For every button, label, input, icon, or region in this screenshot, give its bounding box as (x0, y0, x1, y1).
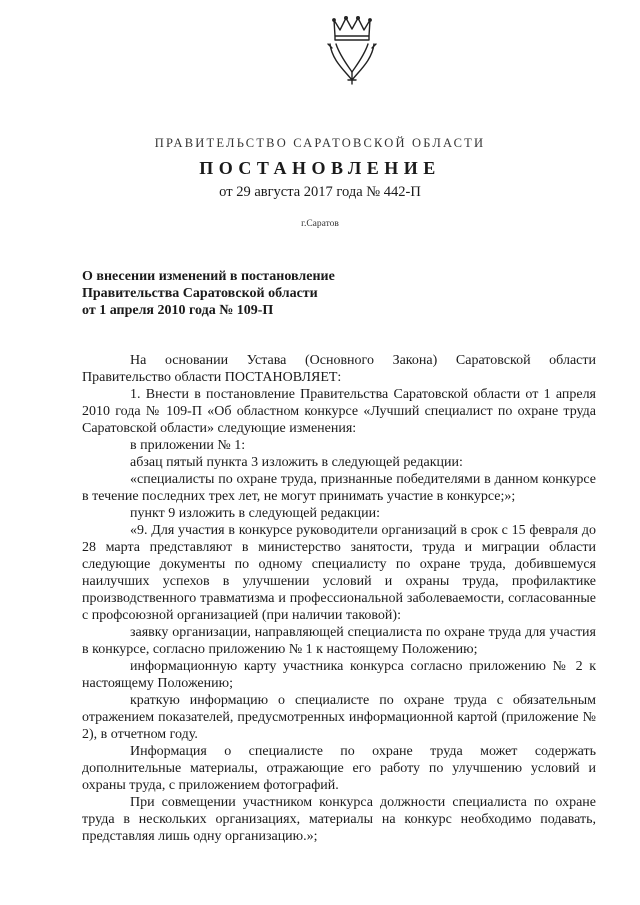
body-paragraph: При совмещении участником конкурса должности специалиста по охране труда в нескольких организациях, материалы на конкурс необходимо подавать, представляя лишь одну организацию.»; (82, 795, 596, 844)
subject-line: О внесении изменений в постановление (82, 269, 335, 284)
document-date-number: от 29 августа 2017 года № 442-П (219, 184, 421, 200)
body-paragraph: заявку организации, направляющей специалиста по охране труда для участия в конкурсе, согласно приложению № 1 к настоящему Положению; (82, 625, 596, 657)
body-paragraph: в приложении № 1: (130, 438, 246, 453)
subject-line: от 1 апреля 2010 года № 109-П (82, 303, 274, 318)
body-paragraph: пункт 9 изложить в следующей редакции: (130, 506, 380, 521)
city-name: г.Саратов (301, 219, 339, 229)
document-type-title: ПОСТАНОВЛЕНИЕ (199, 158, 441, 178)
body-paragraph: Информация о специалисте по охране труда может содержать дополнительные материалы, отражающие его работу по улучшению условий и охраны труда, с приложением фотографий. (82, 744, 596, 793)
body-paragraph: краткую информацию о специалисте по охране труда с обязательным отражением показателей, предусмотренных информационной картой (приложение № 2), в отчетном году. (82, 693, 596, 742)
body-paragraph: «9. Для участия в конкурсе руководители организаций в срок с 15 февраля до 28 марта представляют в министерство занятости, труда и миграции области следующие документы по одному специалисту по охране труда, добившемуся наилучших успехов в улучшении условий и охраны труда, профилактике производственного травматизма и профессиональной заболеваемости, согласованные с профсоюзной организацией (при наличии таковой): (82, 523, 596, 623)
body-paragraph: абзац пятый пункта 3 изложить в следующей редакции: (130, 455, 463, 470)
body-paragraph: информационную карту участника конкурса согласно приложению № 2 к настоящему Положению; (82, 659, 596, 691)
subject-line: Правительства Саратовской области (82, 286, 318, 301)
government-name: ПРАВИТЕЛЬСТВО САРАТОВСКОЙ ОБЛАСТИ (154, 136, 486, 150)
body-paragraph: На основании Устава (Основного Закона) Саратовской области Правительство области ПОСТАНОВЛЯЕТ: (82, 353, 596, 385)
document-subject (82, 268, 335, 319)
document-body (82, 352, 596, 845)
coat-of-arms-emblem (322, 14, 382, 86)
body-paragraph: 1. Внести в постановление Правительства Саратовской области от 1 апреля 2010 года № 109-П «Об областном конкурсе «Лучший специалист по охране труда Саратовской области» следующие изменения: (82, 387, 596, 436)
body-paragraph: «специалисты по охране труда, признанные победителями в данном конкурсе в течение последних трех лет, не могут принимать участие в конкурсе;»; (82, 472, 596, 504)
